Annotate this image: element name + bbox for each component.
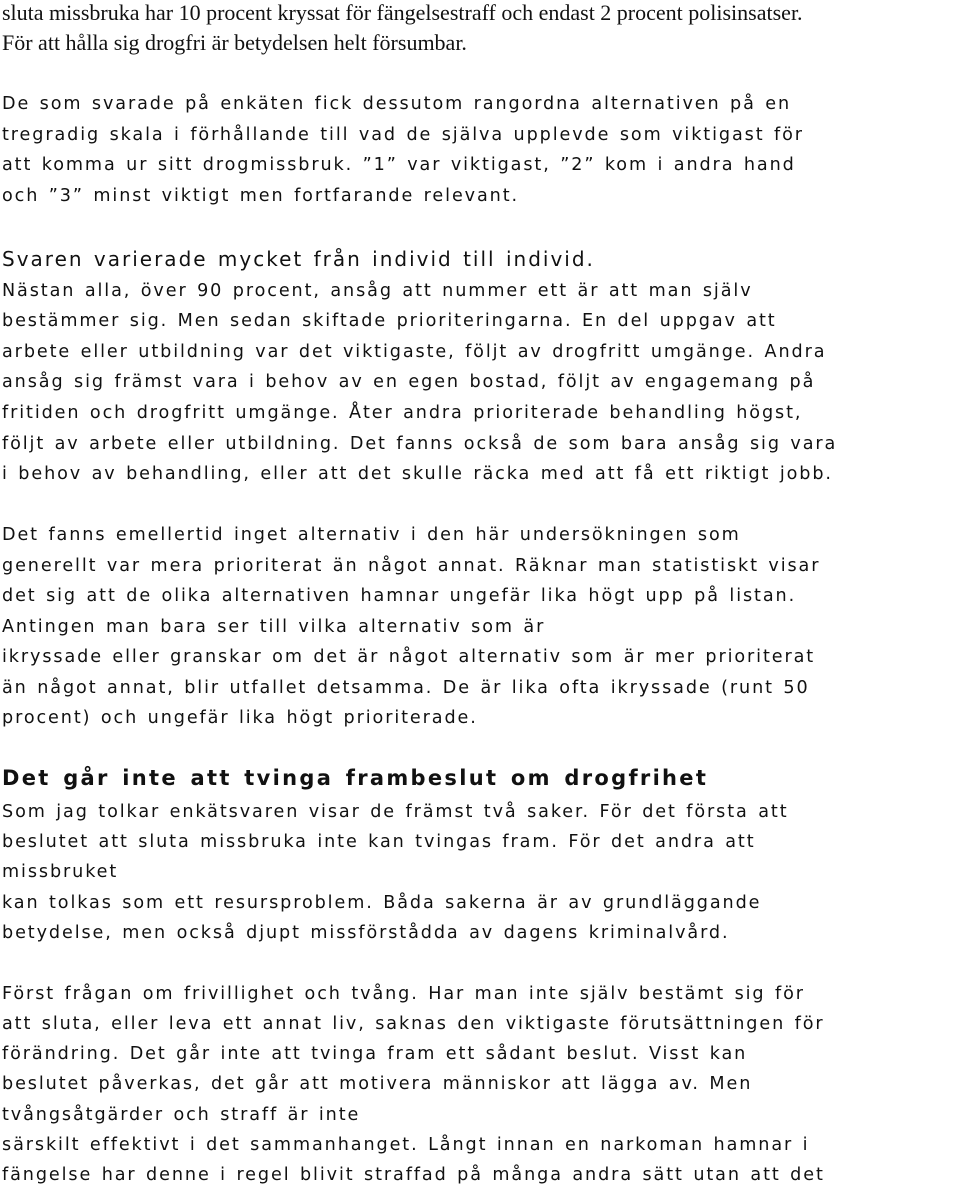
paragraph-line: och ”3” minst viktigt men fortfarande relevant.: [2, 186, 520, 206]
paragraph-line: Antingen man bara ser till vilka alternativ som är: [2, 617, 546, 637]
paragraph-line: förändring. Det går inte att tvinga fram ett sådant beslut. Visst kan: [2, 1044, 748, 1064]
intro-line: För att hålla sig drogfri är betydelsen helt försumbar.: [2, 30, 467, 55]
paragraph-line: tvångsåtgärder och straff är inte: [2, 1105, 361, 1125]
section-heading: Det går inte att tvinga frambeslut om drogfrihet: [2, 766, 709, 790]
paragraph-line: än något annat, blir utfallet detsamma. De är lika ofta ikryssade (runt 50: [2, 678, 810, 698]
paragraph-line: ansåg sig främst vara i behov av en egen bostad, följt av engagemang på: [2, 372, 816, 392]
paragraph-line: beslutet påverkas, det går att motivera människor att lägga av. Men: [2, 1074, 753, 1094]
paragraph-line: följt av arbete eller utbildning. Det fanns också de som bara ansåg sig vara: [2, 434, 838, 454]
paragraph-line: procent) och ungefär lika högt prioriterade.: [2, 708, 478, 728]
paragraph-line: särskilt effektivt i det sammanhanget. Långt innan en narkoman hamnar i: [2, 1135, 810, 1155]
paragraph-line: ikryssade eller granskar om det är något alternativ som är mer prioriterat: [2, 647, 816, 667]
paragraph-line: Nästan alla, över 90 procent, ansåg att nummer ett är att man själv: [2, 281, 753, 301]
paragraph-line: Det fanns emellertid inget alternativ i den här undersökningen som: [2, 525, 741, 545]
paragraph-line: fängelse har denne i regel blivit straffad på många andra sätt utan att det: [2, 1165, 825, 1185]
paragraph-line: fritiden och drogfritt umgänge. Åter andra prioriterade behandling högst,: [2, 403, 803, 423]
paragraph-line: kan tolkas som ett resursproblem. Båda sakerna är av grundläggande: [2, 893, 762, 913]
paragraph-line: att sluta, eller leva ett annat liv, saknas den viktigaste förutsättningen för: [2, 1014, 825, 1034]
paragraph-line: missbruket: [2, 862, 119, 882]
paragraph-line: det sig att de olika alternativen hamnar ungefär lika högt upp på listan.: [2, 586, 797, 606]
paragraph-line: De som svarade på enkäten fick dessutom rangordna alternativen på en: [2, 94, 792, 114]
paragraph-line: att komma ur sitt drogmissbruk. ”1” var viktigast, ”2” kom i andra hand: [2, 155, 796, 175]
subheading: Svaren varierade mycket från individ till individ.: [2, 247, 595, 271]
paragraph-line: beslutet att sluta missbruka inte kan tvingas fram. För det andra att: [2, 832, 756, 852]
paragraph-line: Som jag tolkar enkätsvaren visar de främst två saker. För det första att: [2, 802, 789, 822]
paragraph-line: tregradig skala i förhållande till vad de själva upplevde som viktigast för: [2, 125, 804, 145]
paragraph-line: i behov av behandling, eller att det skulle räcka med att få ett riktigt jobb.: [2, 464, 833, 484]
paragraph-line: arbete eller utbildning var det viktigaste, följt av drogfritt umgänge. Andra: [2, 342, 827, 362]
paragraph-line: bestämmer sig. Men sedan skiftade prioriteringarna. En del uppgav att: [2, 311, 777, 331]
paragraph-line: Först frågan om frivillighet och tvång. Har man inte själv bestämt sig för: [2, 984, 805, 1004]
paragraph-line: generellt var mera prioriterat än något annat. Räknar man statistiskt visar: [2, 556, 821, 576]
intro-line: sluta missbruka har 10 procent kryssat för fängelsestraff och endast 2 procent polisinsatser.: [2, 0, 803, 25]
paragraph-line: betydelse, men också djupt missförstådda av dagens kriminalvård.: [2, 923, 730, 943]
